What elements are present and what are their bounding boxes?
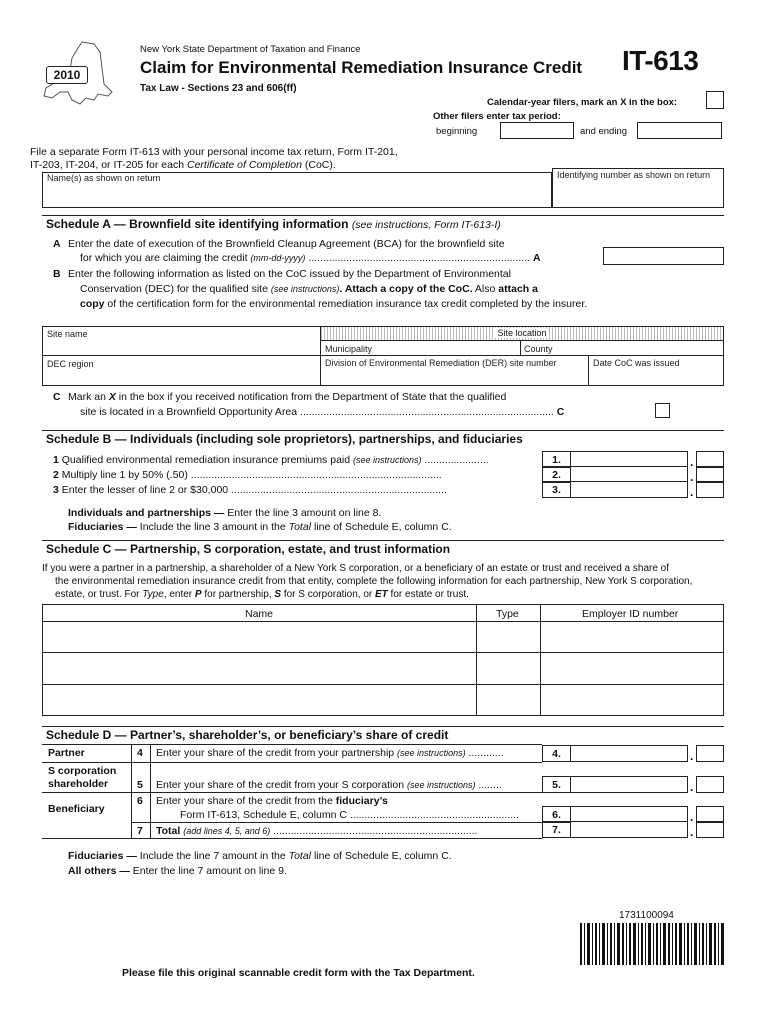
line-6-text2: Form IT-613, Schedule E, column C .......................................................... [180,809,520,821]
line-a-text1: Enter the date of execution of the Brownfield Cleanup Agreement (BCA) for the brownfield site [68,238,505,250]
line-4-amount[interactable] [570,745,688,762]
calendar-year-checkbox[interactable] [706,91,724,109]
line-b-text2: Conservation (DEC) for the qualified site (see instructions). Attach a copy of the CoC. Also attach a [80,283,538,295]
line-7-amount[interactable] [570,821,688,838]
sched-c-text1: If you were a partner in a partnership, a shareholder of a New York S corporation, or a beneficiary of an estate or trust and received a share of [42,563,670,574]
intro-line1: File a separate Form IT-613 with your personal income tax return, Form IT-201, [30,146,398,158]
line-c-text2: site is located in a Brownfield Opportunity Area ....................................................................................... C [80,406,565,418]
line-6-text1: Enter your share of the credit from the fiduciary’s [156,795,388,807]
line-6-num: 6 [137,795,143,807]
barcode-icon [580,923,724,965]
schedule-a-title: Schedule A — Brownfield site identifying information (see instructions, Form IT-613-I) [46,217,501,231]
sched-d-fiduciaries-note: Fiduciaries — Include the line 7 amount in the Total line of Schedule E, column C. [68,850,452,862]
line-3-box-label: 3. [542,481,570,498]
line-7-num: 7 [137,825,143,837]
site-name-input[interactable] [43,340,319,354]
tax-year: 2010 [53,68,81,82]
barcode-number: 1731100094 [619,910,674,921]
line-a-text2: for which you are claiming the credit (mm-dd-yyyy) ............................................................................ A [80,252,541,264]
and-ending-label: and ending [580,126,628,137]
line-b-text3: copy of the certification form for the environmental remediation insurance tax credit completed by the insurer. [80,298,588,310]
scorp-label-2: shareholder [48,778,109,790]
sched-d-all-others-note: All others — Enter the line 7 amount on line 9. [68,865,287,877]
beneficiary-label: Beneficiary [48,803,105,815]
schedule-c-title: Schedule C — Partnership, S corporation, estate, and trust information [46,542,451,556]
dec-region-input[interactable] [43,370,319,385]
line-4-text: Enter your share of the credit from your partnership (see instructions) ............ [156,747,504,759]
line-6-box-label: 6. [542,806,570,823]
line-4-num: 4 [137,747,143,759]
col-ein-header: Employer ID number [582,608,679,620]
line-1-text: 1 Qualified environmental remediation insurance premiums paid (see instructions) ...................... [53,454,489,466]
municipality-label: Municipality [325,344,373,354]
sched-c-text2: the environmental remediation insurance credit from that entity, complete the following information for each partnership, New York S corporation, [55,576,693,587]
beginning-label: beginning [436,126,478,137]
identifying-number-label: Identifying number as shown on return [557,170,711,180]
der-site-label: Division of Environmental Remediation (DER) site number [325,358,557,368]
line-3-cents[interactable] [696,481,724,498]
col-name-header: Name [245,608,274,620]
names-label: Name(s) as shown on return [47,173,161,183]
sched-c-row-1[interactable] [43,622,475,651]
footer-note: Please file this original scannable credit form with the Tax Department. [122,967,475,979]
line-4-box-label: 4. [542,745,570,762]
other-filers-label: Other filers enter tax period: [433,111,561,122]
line-7-cents[interactable] [696,821,724,838]
line-1-box-label: 1. [542,451,570,468]
line-5-text: Enter your share of the credit from your S corporation (see instructions) ........ [156,779,502,791]
sched-c-row-2[interactable] [43,653,475,683]
form-title: Claim for Environmental Remediation Insurance Credit [140,58,583,77]
line-2-box-label: 2. [542,466,570,483]
scorp-label-1: S corporation [48,765,117,777]
tax-year-box [46,66,88,84]
line-3-amount[interactable] [570,481,688,498]
sched-b-fiduciaries-note: Fiduciaries — Include the line 3 amount in the Total line of Schedule E, column C. [68,521,452,533]
dec-region-label: DEC region [47,359,94,369]
line-b-text1: Enter the following information as listed on the CoC issued by the Department of Environmental [68,268,511,280]
bca-date-input[interactable] [603,247,724,265]
line-5-num: 5 [137,779,143,791]
boa-checkbox[interactable] [655,403,670,418]
line-7-box-label: 7. [542,821,570,838]
line-c-text1: Mark an X in the box if you received notification from the Department of State that the qualified [68,391,507,403]
line-a-letter: A [53,238,61,250]
schedule-d-title: Schedule D — Partner’s, shareholder’s, or beneficiary’s share of credit [46,728,449,742]
sched-c-text3: estate, or trust. For Type, enter P for partnership, S for S corporation, or ET for estate or trust. [55,589,469,600]
schedule-b-title: Schedule B — Individuals (including sole proprietors), partnerships, and fiduciaries [46,432,523,446]
line-5-box-label: 5. [542,776,570,793]
intro-line2: IT-203, IT-204, or IT-205 for each Certificate of Completion (CoC). [30,159,336,171]
county-label: County [524,344,553,354]
line-3-text: 3 Enter the lesser of line 2 or $30,000 .......................................................................... [53,484,447,496]
col-type-header: Type [496,608,519,620]
sched-c-row-3[interactable] [43,685,475,715]
sched-b-individuals-note: Individuals and partnerships — Enter the line 3 amount on line 8. [68,507,382,519]
date-coc-label: Date CoC was issued [593,358,680,368]
period-ending-input[interactable] [637,122,722,139]
line-b-letter: B [53,268,61,280]
line-5-cents[interactable] [696,776,724,793]
calendar-filers-label: Calendar-year filers, mark an X in the box: [487,97,678,108]
line-2-text: 2 Multiply line 1 by 50% (.50) ...................................................................................... [53,469,442,481]
partner-label: Partner [48,747,85,759]
form-number: IT-613 [622,45,699,76]
tax-law-ref: Tax Law - Sections 23 and 606(ff) [140,83,297,94]
site-name-label: Site name [47,329,88,339]
agency-name: New York State Department of Taxation and Finance [140,44,361,55]
line-4-cents[interactable] [696,745,724,762]
line-7-text: Total (add lines 4, 5, and 6) ...................................................................... [156,825,478,837]
line-5-amount[interactable] [570,776,688,793]
period-beginning-input[interactable] [500,122,574,139]
site-location-header: Site location [321,327,723,340]
line-c-letter: C [53,391,61,403]
